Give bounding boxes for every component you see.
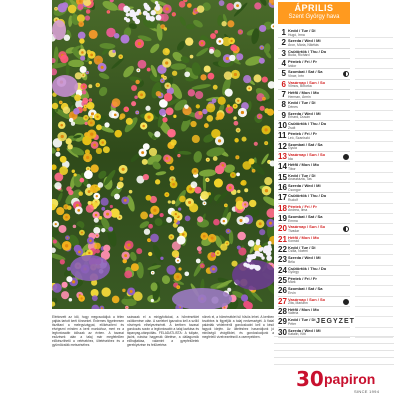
- day-row: [278, 111, 350, 121]
- name-days: Valéria: [288, 311, 299, 316]
- note-line[interactable]: [355, 80, 393, 90]
- name-days: Anasztázia, Tas: [288, 177, 312, 182]
- name-days: Hugó, Irma: [288, 32, 305, 37]
- day-number: 19: [278, 213, 287, 223]
- note-line[interactable]: [355, 224, 393, 234]
- day-number: 4: [281, 58, 286, 68]
- day-name: Szombat / Sat / Sa: [288, 69, 323, 75]
- day-row: [278, 162, 350, 172]
- day-number: 24: [278, 265, 287, 275]
- day-number: 30: [278, 327, 287, 337]
- day-number: 23: [278, 255, 287, 265]
- note-line[interactable]: [355, 49, 393, 59]
- day-name: Péntek / Fri / Fr: [288, 203, 317, 209]
- name-days: Vince, Irén: [288, 73, 305, 78]
- day-name: Hétfő / Mon / Mo: [288, 234, 319, 240]
- flower-photo-image: [52, 0, 274, 309]
- day-row: [278, 307, 350, 317]
- day-name: Csütörtök / Thu / Do: [288, 265, 327, 271]
- day-row: [278, 183, 350, 193]
- note-line[interactable]: [355, 307, 393, 317]
- note-line[interactable]: [355, 111, 393, 121]
- name-days: Erhard, Dusán: [288, 115, 310, 120]
- day-row: [278, 204, 350, 214]
- day-number: 11: [278, 131, 287, 141]
- brand-since: SINCE 1994: [354, 389, 380, 394]
- day-name: Vasárnap / Sun / So: [288, 224, 326, 230]
- day-number: 9: [281, 110, 286, 120]
- day-number: 8: [281, 100, 286, 110]
- day-number: 15: [278, 172, 287, 182]
- moon-phase-icon: [343, 154, 349, 160]
- note-line[interactable]: [355, 100, 393, 110]
- note-line[interactable]: [355, 235, 393, 245]
- note-line[interactable]: [355, 183, 393, 193]
- day-row: [278, 152, 350, 162]
- moon-phase-icon: [343, 226, 349, 232]
- text-column-1: [52, 315, 124, 397]
- name-days: Zita, Mariann: [288, 301, 308, 306]
- day-row: [278, 286, 350, 296]
- moon-phase-icon: [343, 299, 349, 305]
- day-name: Szerda / Wed / Mi: [288, 255, 321, 261]
- month-subtitle: Szent György hava: [288, 14, 340, 20]
- text-column-1-body: Elérkezett az idő, hogy megcsodáljuk a télen pajtás tartott kerti törzseket. Érdemes figyelmesen tisztítani a melegvízágyat, előkészíteni és elvégezni minden a kerti munkához, mert ez a legfontosabb időszak az évben. A tavaszi esőzések után a talaj már megfelelően előkészíthető a vetésekhez, ültetésekhez és a gyümölcsfák metszéséhez.: [52, 315, 124, 347]
- day-name: Kedd / Tue / Di: [288, 244, 316, 250]
- name-days: Ida: [288, 156, 293, 161]
- note-line[interactable]: [355, 204, 393, 214]
- day-row: [278, 69, 350, 79]
- day-row: [278, 297, 350, 307]
- day-number: 13: [278, 151, 287, 161]
- brand-logo: [296, 368, 396, 398]
- day-number: 20: [278, 224, 287, 234]
- day-number: 18: [278, 203, 287, 213]
- day-name: Hétfő / Mon / Mo: [288, 162, 319, 168]
- day-name: Hétfő / Mon / Mo: [288, 89, 319, 95]
- text-column-2-body: szárazak el a mirigyfoltokat, a hőmérséklet csökkenése után. A szeleket igazodva kell a szőlő növények elhelyezésénél. A kertben tavaszi gondozás során a legfontosabb a talaj lazítása és tápanyag-utánpótlás. FELADATLISTA: A tulipán, jácint, nárcisz hagymák ültetése, a dáliagumók előhajtatása, valamint a gyepfelületek gereblyézése és felülvetése.: [127, 315, 199, 347]
- day-row: [278, 276, 350, 286]
- name-days: Zsolt: [288, 125, 296, 130]
- note-line[interactable]: [355, 276, 393, 286]
- name-days: Gyula: [288, 146, 297, 151]
- name-days: Csilla, Noémi: [288, 249, 308, 254]
- name-days: Rudolf: [288, 197, 298, 202]
- flower-photo: [52, 0, 274, 309]
- name-days: György: [288, 270, 299, 275]
- day-name: Péntek / Fri / Fr: [288, 275, 317, 281]
- day-number: 10: [278, 120, 287, 130]
- note-line[interactable]: [355, 286, 393, 296]
- day-row: [278, 173, 350, 183]
- day-name: Vasárnap / Sun / So: [288, 151, 326, 157]
- note-line[interactable]: [355, 173, 393, 183]
- day-name: Szerda / Wed / Mi: [288, 110, 321, 116]
- day-number: 29: [278, 317, 287, 327]
- day-number: 25: [278, 275, 287, 285]
- note-line[interactable]: [355, 245, 393, 255]
- day-number: 12: [278, 141, 287, 151]
- day-number: 21: [278, 234, 287, 244]
- notes-line[interactable]: [274, 337, 394, 344]
- day-list: [278, 28, 350, 338]
- day-name: Csütörtök / Thu / Do: [288, 48, 327, 54]
- day-number: 2: [281, 38, 286, 48]
- name-days: Áron, Mária, Nikétás: [288, 42, 319, 47]
- day-row: [278, 142, 350, 152]
- note-line[interactable]: [355, 317, 393, 327]
- day-row: [278, 214, 350, 224]
- note-line[interactable]: [355, 131, 393, 141]
- name-days: Ervin: [288, 290, 296, 295]
- name-days: Tibor: [288, 166, 296, 171]
- name-days: Csongor: [288, 187, 301, 192]
- note-line[interactable]: [355, 214, 393, 224]
- day-name: Szombat / Sat / Sa: [288, 141, 323, 147]
- name-days: Emma: [288, 218, 298, 223]
- day-row: [278, 90, 350, 100]
- brand-name: papiron: [324, 371, 376, 387]
- day-name: Vasárnap / Sun / So: [288, 79, 326, 85]
- text-column-3-body: nőnek el, a hőmérséklet túl hűvös lehet. A kertben továbbra is figyeljük a talaj nedvességét. A fiatal palánták védelméről gondoskodni kell a késő fagyok idején. Az ültetéshez használjunk jó minőségű virágföldet, és gondoskodjunk a megfelelő vízelvezetésről a cserepekben.: [202, 315, 274, 339]
- day-row: [278, 131, 350, 141]
- note-line[interactable]: [355, 90, 393, 100]
- note-line[interactable]: [355, 142, 393, 152]
- day-name: Szombat / Sat / Sa: [288, 286, 323, 292]
- day-row: [278, 80, 350, 90]
- day-number: 22: [278, 244, 287, 254]
- name-days: Andrea, Ilma: [288, 208, 308, 213]
- day-name: Szombat / Sat / Sa: [288, 213, 323, 219]
- day-row: [278, 245, 350, 255]
- day-number: 16: [278, 182, 287, 192]
- day-number: 26: [278, 286, 287, 296]
- day-number: 17: [278, 193, 287, 203]
- notes-heading: JEGYZET: [316, 318, 355, 325]
- name-days: Buda, Richárd: [288, 53, 310, 58]
- day-row: [278, 49, 350, 59]
- notes-line[interactable]: [274, 344, 394, 351]
- day-row: [278, 266, 350, 276]
- day-row: [278, 38, 350, 48]
- day-row: [278, 255, 350, 265]
- notes-lines: [355, 28, 393, 338]
- moon-phase-icon: [343, 71, 349, 77]
- name-days: Péter: [288, 321, 297, 326]
- day-name: Szerda / Wed / Mi: [288, 327, 321, 333]
- day-number: 1: [281, 28, 286, 37]
- day-row: [278, 121, 350, 131]
- note-line[interactable]: [355, 59, 393, 69]
- day-row: [278, 59, 350, 69]
- day-name: Péntek / Fri / Fr: [288, 58, 317, 64]
- day-number: 3: [281, 48, 286, 58]
- note-line[interactable]: [355, 38, 393, 48]
- day-number: 7: [281, 89, 286, 99]
- name-days: Herman, Ármin: [288, 94, 311, 99]
- article-text: [52, 312, 274, 400]
- name-days: Dénes: [288, 104, 298, 109]
- note-line[interactable]: [355, 266, 393, 276]
- day-name: Csütörtök / Thu / Do: [288, 120, 327, 126]
- name-days: Béla: [288, 259, 295, 264]
- name-days: Katalin, Kitti: [288, 332, 306, 337]
- name-days: Konrád: [288, 239, 299, 244]
- day-number: 14: [278, 162, 287, 172]
- notes-line[interactable]: [274, 358, 394, 365]
- text-column-3: [202, 315, 274, 397]
- brand-number: 30: [296, 367, 324, 391]
- day-name: Kedd / Tue / Di: [288, 100, 316, 106]
- note-line[interactable]: [355, 162, 393, 172]
- notes-area: [274, 327, 394, 365]
- day-number: 5: [281, 69, 286, 79]
- name-days: Vilmos, Bíborka: [288, 84, 312, 89]
- note-line[interactable]: [355, 297, 393, 307]
- name-days: Izidor: [288, 63, 297, 68]
- notes-line[interactable]: [274, 327, 394, 337]
- note-line[interactable]: [355, 121, 393, 131]
- note-line[interactable]: [355, 255, 393, 265]
- note-line[interactable]: [355, 193, 393, 203]
- day-number: 28: [278, 306, 287, 316]
- day-row: [278, 100, 350, 110]
- day-row: [278, 193, 350, 203]
- note-line[interactable]: [355, 69, 393, 79]
- day-name: Vasárnap / Sun / So: [288, 296, 326, 302]
- day-name: Kedd / Tue / Di: [288, 28, 316, 33]
- day-name: Péntek / Fri / Fr: [288, 131, 317, 137]
- day-row: [278, 224, 350, 234]
- note-line[interactable]: [355, 152, 393, 162]
- text-column-2: [127, 315, 199, 397]
- day-name: Szerda / Wed / Mi: [288, 182, 321, 188]
- month-name: ÁPRILIS: [294, 3, 334, 13]
- day-number: 27: [278, 296, 287, 306]
- notes-line[interactable]: [274, 351, 394, 358]
- day-name: Kedd / Tue / Di: [288, 172, 316, 178]
- name-days: Tivadar: [288, 228, 300, 233]
- day-name: Szerda / Wed / Mi: [288, 38, 321, 44]
- day-name: Hétfő / Mon / Mo: [288, 306, 319, 312]
- name-days: Márk: [288, 280, 296, 285]
- day-row: [278, 235, 350, 245]
- month-header: [278, 2, 350, 24]
- name-days: Leó, Szaniszló: [288, 135, 311, 140]
- day-row: [278, 28, 350, 38]
- note-line[interactable]: [355, 28, 393, 38]
- day-name: Csütörtök / Thu / Do: [288, 193, 327, 199]
- day-name: Kedd / Tue / Di: [288, 317, 316, 323]
- day-number: 6: [281, 79, 286, 89]
